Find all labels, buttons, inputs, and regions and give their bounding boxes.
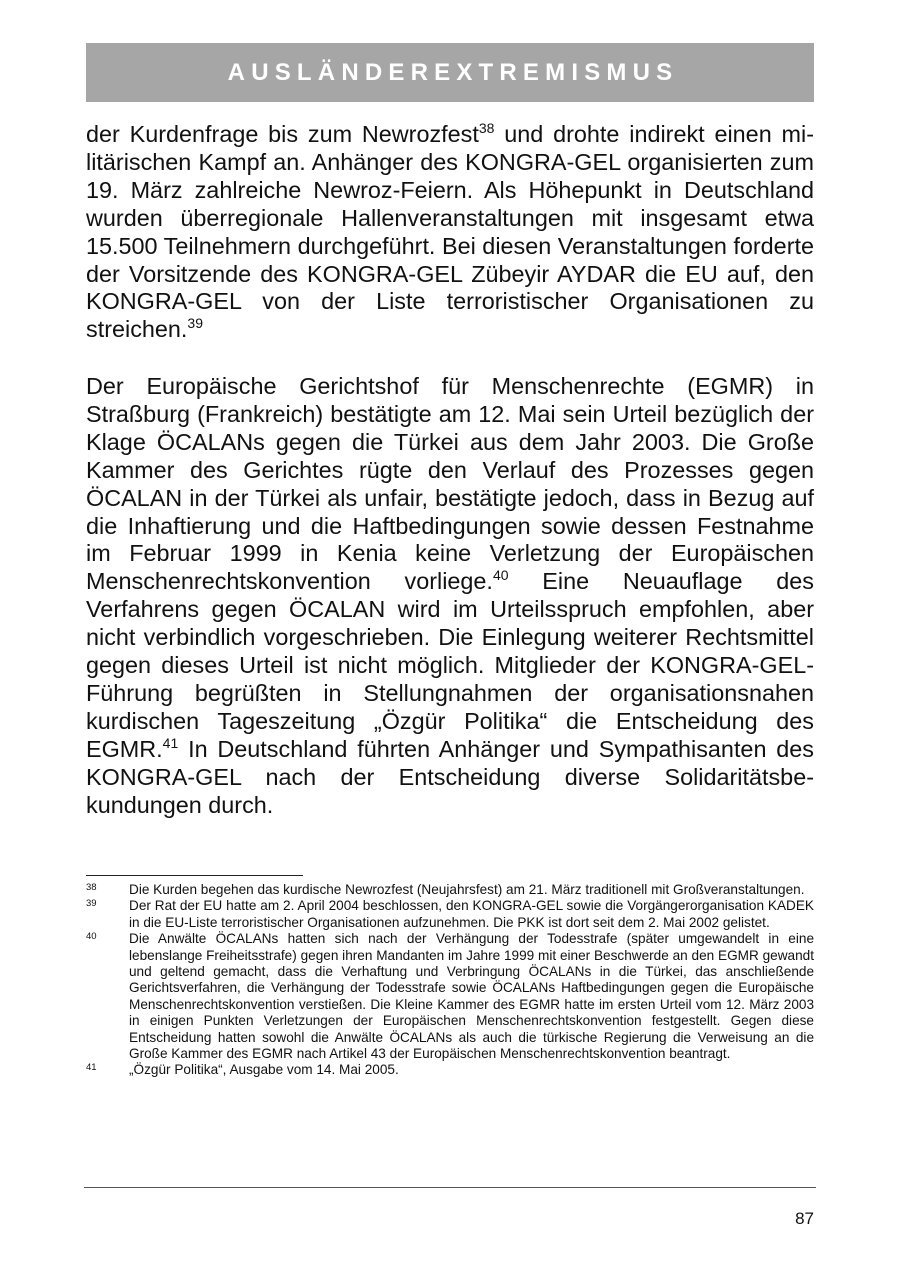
paragraph-text: Eine Neuauflage des Verfahrens gegen ÖCALAN wird im Urteilsspruch empfohlen, aber nicht verbindlich vorgeschrieben. Die Einlegung weiterer Rechtsmittel gegen dieses Urteil ist nicht möglich. Mitglieder der KONGRA-GEL-Führung begrüßten in Stellungnahmen der organisationsnahen kurdischen Tageszeitung „Özgür Politika“ die Entscheidung des EGMR. [86, 568, 814, 762]
footnote-separator [86, 875, 303, 876]
footnote-38 [86, 882, 814, 898]
footnote-ref-39[interactable]: 39 [187, 315, 203, 332]
footnote-number: 41 [86, 1062, 97, 1074]
footnote-40 [86, 931, 814, 1062]
footnote-text: Die Kurden begehen das kurdische Newrozfest (Neujahrsfest) am 21. März traditionell mit Großveranstaltungen. [129, 882, 805, 897]
footnote-text: „Özgür Politika“, Ausgabe vom 14. Mai 2005. [129, 1062, 399, 1078]
footnote-41 [86, 1062, 814, 1078]
footnote-number: 39 [86, 898, 97, 910]
footer-rule [84, 1187, 816, 1188]
body-paragraph-2 [86, 373, 814, 820]
paragraph-text: In Deutschland führten Anhänger und Sympathisanten des KONGRA-GEL nach der Entscheidung diverse Solidaritätsbekundungen durch. [86, 735, 814, 818]
footnote-number: 40 [86, 931, 97, 943]
footnote-ref-41[interactable]: 41 [162, 734, 179, 751]
footnote-ref-40[interactable]: 40 [492, 567, 509, 584]
section-header-band [86, 43, 814, 102]
footnote-ref-38[interactable]: 38 [478, 120, 495, 136]
footnote-number: 38 [86, 882, 97, 893]
footnotes-section [86, 882, 814, 1079]
footnote-text: Der Rat der EU hatte am 2. April 2004 beschlossen, den KONGRA-GEL sowie die Vorgängerorganisation KADEK in die EU-Liste terroristischer Organisationen aufzunehmen. Die PKK ist dort seit dem 2. Mai 2002 gelistet. [129, 898, 814, 930]
paragraph-text: der Kurdenfrage bis zum Newrozfest [86, 121, 479, 147]
paragraph-text: Der Europäische Gerichtshof für Menschenrechte (EGMR) in Straßburg (Frankreich) bestätigte am 12. Mai sein Urteil bezüglich der Klage ÖCALANs gegen die Türkei aus dem Jahr 2003. Die Große Kammer des Gerichtes rügte den Verlauf des Prozesses gegen ÖCALAN in der Türkei als unfair, bestätigte jedoch, dass in Bezug auf die Inhaftierung und die Haftbedingungen sowie dessen Festnahme im Februar 1999 in Kenia keine Verletzung der Europäischen Menschenrechtskonvention vorliege. [86, 373, 814, 595]
section-title: AUSLÄNDEREXTREMISMUS [227, 58, 679, 86]
body-paragraph-1 [86, 121, 814, 344]
footnote-39 [86, 898, 814, 931]
paragraph-text: und drohte indirekt einen militärischen Kampf an. Anhänger des KONGRA-GEL organisierten zum 19. März zahlreiche Newroz-Feiern. Als Höhepunkt in Deutschland wurden überregionale Hallenveranstaltungen mit insgesamt etwa 15.500 Teilnehmern durchgeführt. Bei diesen Veranstaltungen forderte der Vorsitzende des KONGRA-GEL Zübeyir AYDAR die EU auf, den KONGRA-GEL von der Liste terroristischer Organisationen zu streichen. [86, 121, 814, 343]
page-number: 87 [795, 1209, 814, 1228]
footnote-text: Die Anwälte ÖCALANs hatten sich nach der Verhängung der Todesstrafe (später umgewandelt in eine lebenslange Freiheitsstrafe) gegen ihren Mandanten im Jahre 1999 mit einer Beschwerde an den EGMR gewandt und geltend gemacht, dass die Verhaftung und Verbringung ÖCALANs in die Türkei, das anschließende Gerichtsverfahren, die Verhängung der Todesstrafe sowie ÖCALANs Haftbedingungen gegen die Europäische Menschenrechtskonvention verstießen. Die Kleine Kammer des EGMR hatte im ersten Urteil vom 12. März 2003 in einigen Punkten Verletzungen der Europäischen Menschenrechtskonvention festgestellt. Gegen diese Entscheidung hatten sowohl die Anwälte ÖCALANs als auch die türkische Regierung die Verweisung an die Große Kammer des EGMR nach Artikel 43 der Europäischen Menschenrechtskonvention beantragt. [129, 931, 814, 1062]
